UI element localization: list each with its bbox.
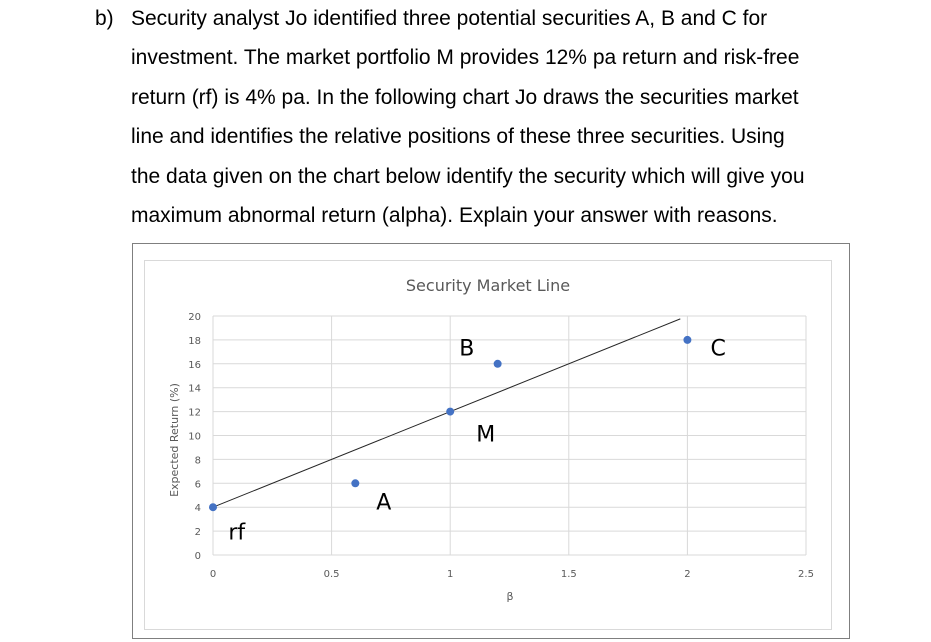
point-c [683, 336, 691, 344]
point-b [494, 360, 502, 368]
question-line: Security analyst Jo identified three potential securities A, B and C for [131, 7, 768, 30]
y-tick-label: 0 [194, 551, 201, 562]
annotation-rf: rf [228, 520, 246, 546]
annotation-m: M [476, 422, 496, 448]
question-line: line and identifies the relative positions of these three securities. Using [131, 125, 785, 148]
point-a [351, 479, 359, 487]
question-label: b) [95, 7, 114, 30]
y-tick-label: 12 [188, 407, 201, 419]
question-line: the data given on the chart below identify the security which will give you [131, 165, 805, 188]
y-tick-label: 20 [188, 312, 201, 323]
y-tick-label: 2 [194, 527, 201, 539]
y-tick-label: 6 [194, 479, 201, 491]
chart-text-layer [168, 276, 814, 603]
y-axis-label: Expected Return (%) [168, 383, 181, 497]
y-tick-label: 16 [188, 359, 201, 371]
x-tick-label: 0 [209, 569, 217, 580]
question-line: return (rf) is 4% pa. In the following chart Jo draws the securities market [131, 86, 799, 109]
y-tick-label: 18 [188, 335, 201, 347]
annotation-c: C [710, 336, 726, 362]
y-tick-label: 10 [188, 431, 201, 443]
y-tick-label: 4 [194, 503, 201, 515]
point-m [446, 408, 454, 416]
question-line: maximum abnormal return (alpha). Explain your answer with reasons. [131, 204, 778, 227]
y-tick-label: 14 [188, 383, 201, 395]
x-tick-label: 2.5 [798, 569, 814, 580]
x-axis-label: β [506, 590, 514, 603]
point-rf [209, 503, 217, 511]
x-tick-label: 1.5 [560, 569, 577, 580]
annotation-a: A [376, 490, 392, 516]
y-tick-label: 8 [194, 455, 201, 467]
x-tick-label: 0.5 [323, 569, 340, 580]
chart-title: Security Market Line [405, 276, 571, 295]
annotation-b: B [459, 336, 475, 362]
x-tick-label: 2 [684, 569, 691, 580]
x-tick-label: 1 [447, 569, 454, 580]
question-line: investment. The market portfolio M provides 12% pa return and risk-free [131, 46, 800, 69]
